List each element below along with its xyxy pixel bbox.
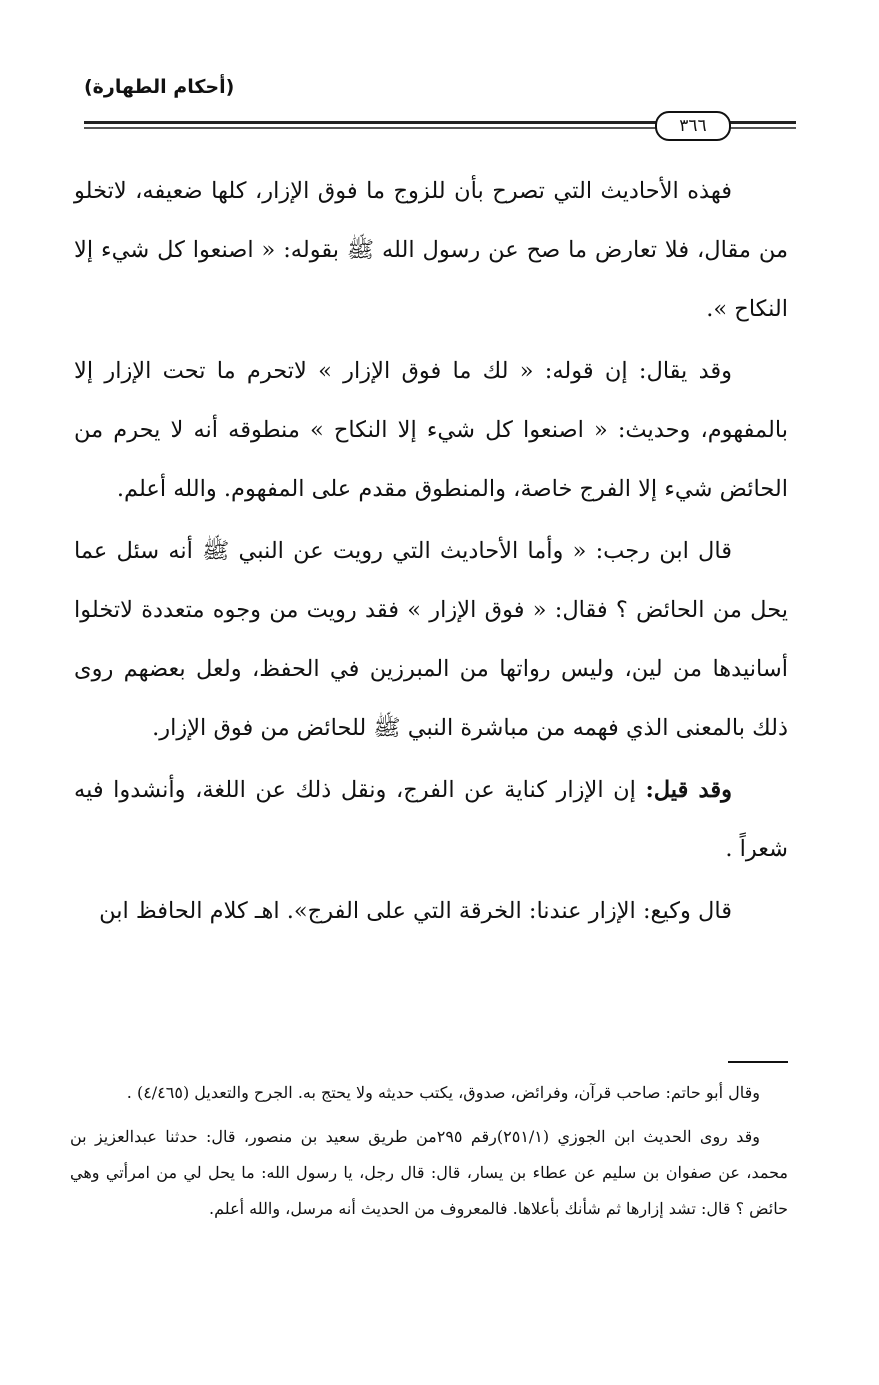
- footnotes: [70, 1075, 788, 1235]
- page-number: ٣٦٦: [655, 111, 731, 141]
- paragraph: [74, 761, 788, 879]
- bold-lead-text: وقد قيل:: [645, 777, 732, 803]
- paragraph: قال وكيع: الإزار عندنا: الخرقة التي على الفرج». اهـ كلام الحافظ ابن: [99, 898, 732, 924]
- paragraph-text: إن الإزار كناية عن الفرج، ونقل ذلك عن اللغة، وأنشدوا فيه شعراً .: [74, 777, 788, 862]
- footnote-separator: [728, 1061, 788, 1063]
- footnote: وقال أبو حاتم: صاحب قرآن، وفرائض، صدوق، يكتب حديثه ولا يحتج به. الجرح والتعديل (٤/٤٦٥) .: [126, 1083, 760, 1102]
- paragraph: وقد يقال: إن قوله: « لك ما فوق الإزار » لاتحرم ما تحت الإزار إلا بالمفهوم، وحديث: « اصنعوا كل شيء إلا النكاح » منطوقه أنه لا يحرم من الحائض شيء إلا الفرج خاصة، والمنطوق مقدم على المفهوم. والله أعلم.: [74, 358, 788, 502]
- running-header-title: (أحكام الطهارة): [84, 76, 235, 98]
- paragraph: قال ابن رجب: « وأما الأحاديث التي رويت عن النبي ﷺ أنه سئل عما يحل من الحائض ؟ فقال: « فوق الإزار » فقد رويت من وجوه متعددة لاتخلوا أسانيدها من لين، وليس رواتها من المبرزين في الحفظ، ولعل بعضهم روى ذلك بالمعنى الذي فهمه من مباشرة النبي ﷺ للحائض من فوق الإزار.: [74, 538, 788, 741]
- paragraph: فهذه الأحاديث التي تصرح بأن للزوج ما فوق الإزار، كلها ضعيفه، لاتخلو من مقال، فلا تعارض ما صح عن رسول الله ﷺ بقوله: « اصنعوا كل شيء إلا النكاح ».: [74, 178, 788, 322]
- main-text: [74, 162, 788, 944]
- footnote: وقد روى الحديث ابن الجوزي (٢٥١/١)رقم ٢٩٥من طريق سعيد بن منصور، قال: حدثنا عبدالعزيز بن محمد، عن صفوان بن سليم عن عطاء بن يسار، قال: قال رجل، يا رسول الله: ما يحل لي من امرأتي وهي حائض ؟ قال: تشد إزارها ثم شأنك بأعلاها. فالمعروف من الحديث أنه مرسل، والله أعلم.: [70, 1127, 789, 1218]
